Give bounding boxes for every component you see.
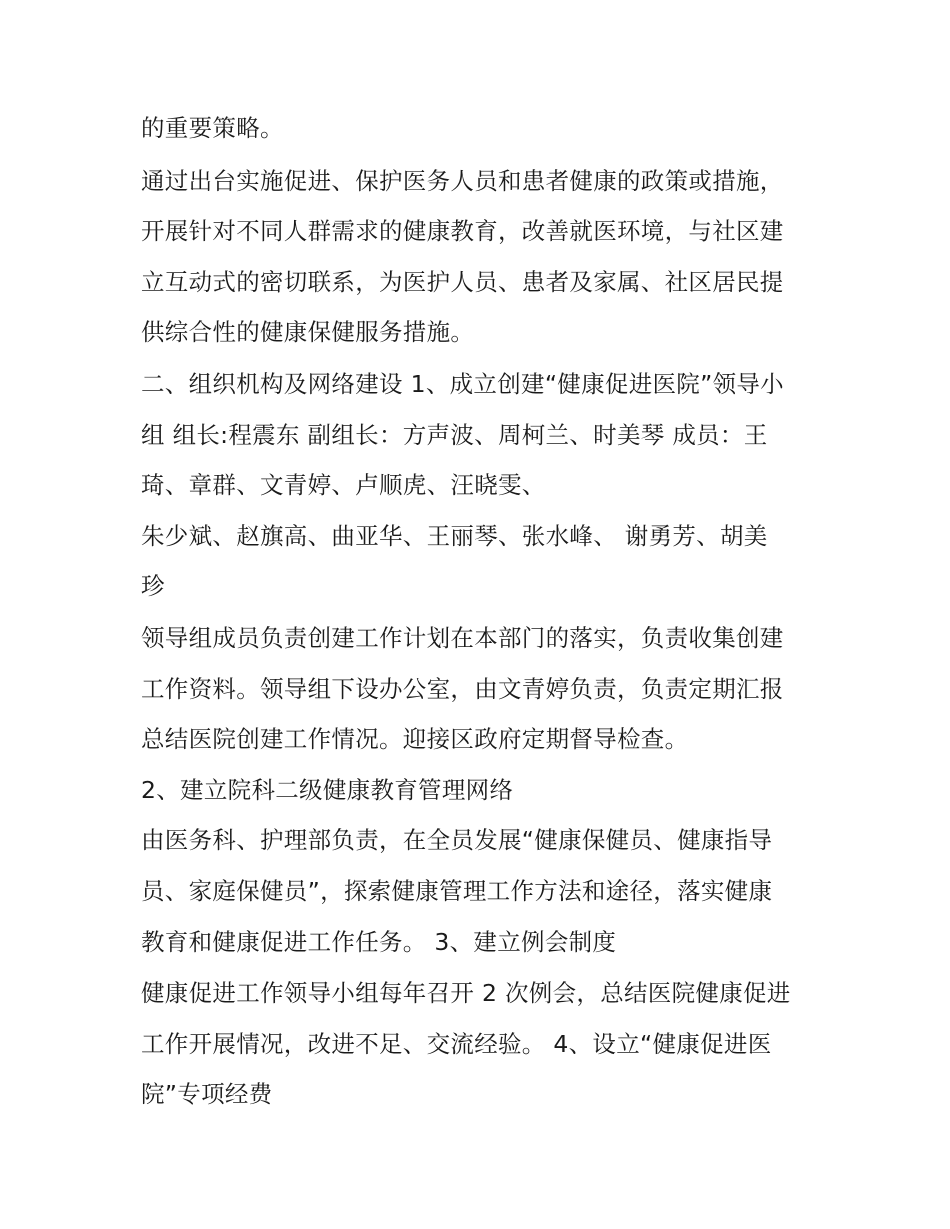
text-line: 通过出台实施促进、保护医务人员和患者健康的政策或措施， — [141, 167, 784, 195]
section-heading-line: 二、组织机构及网络建设 1、成立创建“健康促进医院”领导小 — [141, 370, 784, 398]
subsection-heading-line: 2、建立院科二级健康教育管理网络 — [141, 776, 514, 804]
text-line: 总结医院创建工作情况。迎接区政府定期督导检查。 — [141, 725, 689, 753]
text-line: 立互动式的密切联系，为医护人员、患者及家属、社区居民提 — [141, 268, 784, 296]
text-line: 琦、章群、文青婷、卢顺虎、汪晓雯、 — [141, 471, 546, 499]
text-line: 工作资料。领导组下设办公室，由文青婷负责，负责定期汇报 — [141, 675, 784, 703]
text-line: 组 组长:程震东 副组长：方声波、周柯兰、时美琴 成员：王 — [141, 421, 768, 449]
text-line: 珍 — [141, 572, 165, 600]
text-line: 由医务科、护理部负责，在全员发展“健康保健员、健康指导 — [141, 826, 773, 854]
text-line: 朱少斌、赵旗高、曲亚华、王丽琴、张水峰、 谢勇芳、胡美 — [141, 522, 768, 550]
text-line: 供综合性的健康保健服务措施。 — [141, 318, 475, 346]
text-line: 的重要策略。 — [141, 114, 284, 142]
text-line: 教育和健康促进工作任务。 3、建立例会制度 — [141, 928, 617, 956]
text-line: 健康促进工作领导小组每年召开 2 次例会，总结医院健康促进 — [141, 979, 791, 1007]
text-line: 开展针对不同人群需求的健康教育，改善就医环境，与社区建 — [141, 217, 784, 245]
text-line: 工作开展情况，改进不足、交流经验。 4、设立“健康促进医 — [141, 1030, 772, 1058]
text-line: 员、家庭保健员”，探索健康管理工作方法和途径，落实健康 — [141, 877, 773, 905]
text-line: 院”专项经费 — [141, 1080, 273, 1108]
text-line: 领导组成员负责创建工作计划在本部门的落实，负责收集创建 — [141, 624, 784, 652]
